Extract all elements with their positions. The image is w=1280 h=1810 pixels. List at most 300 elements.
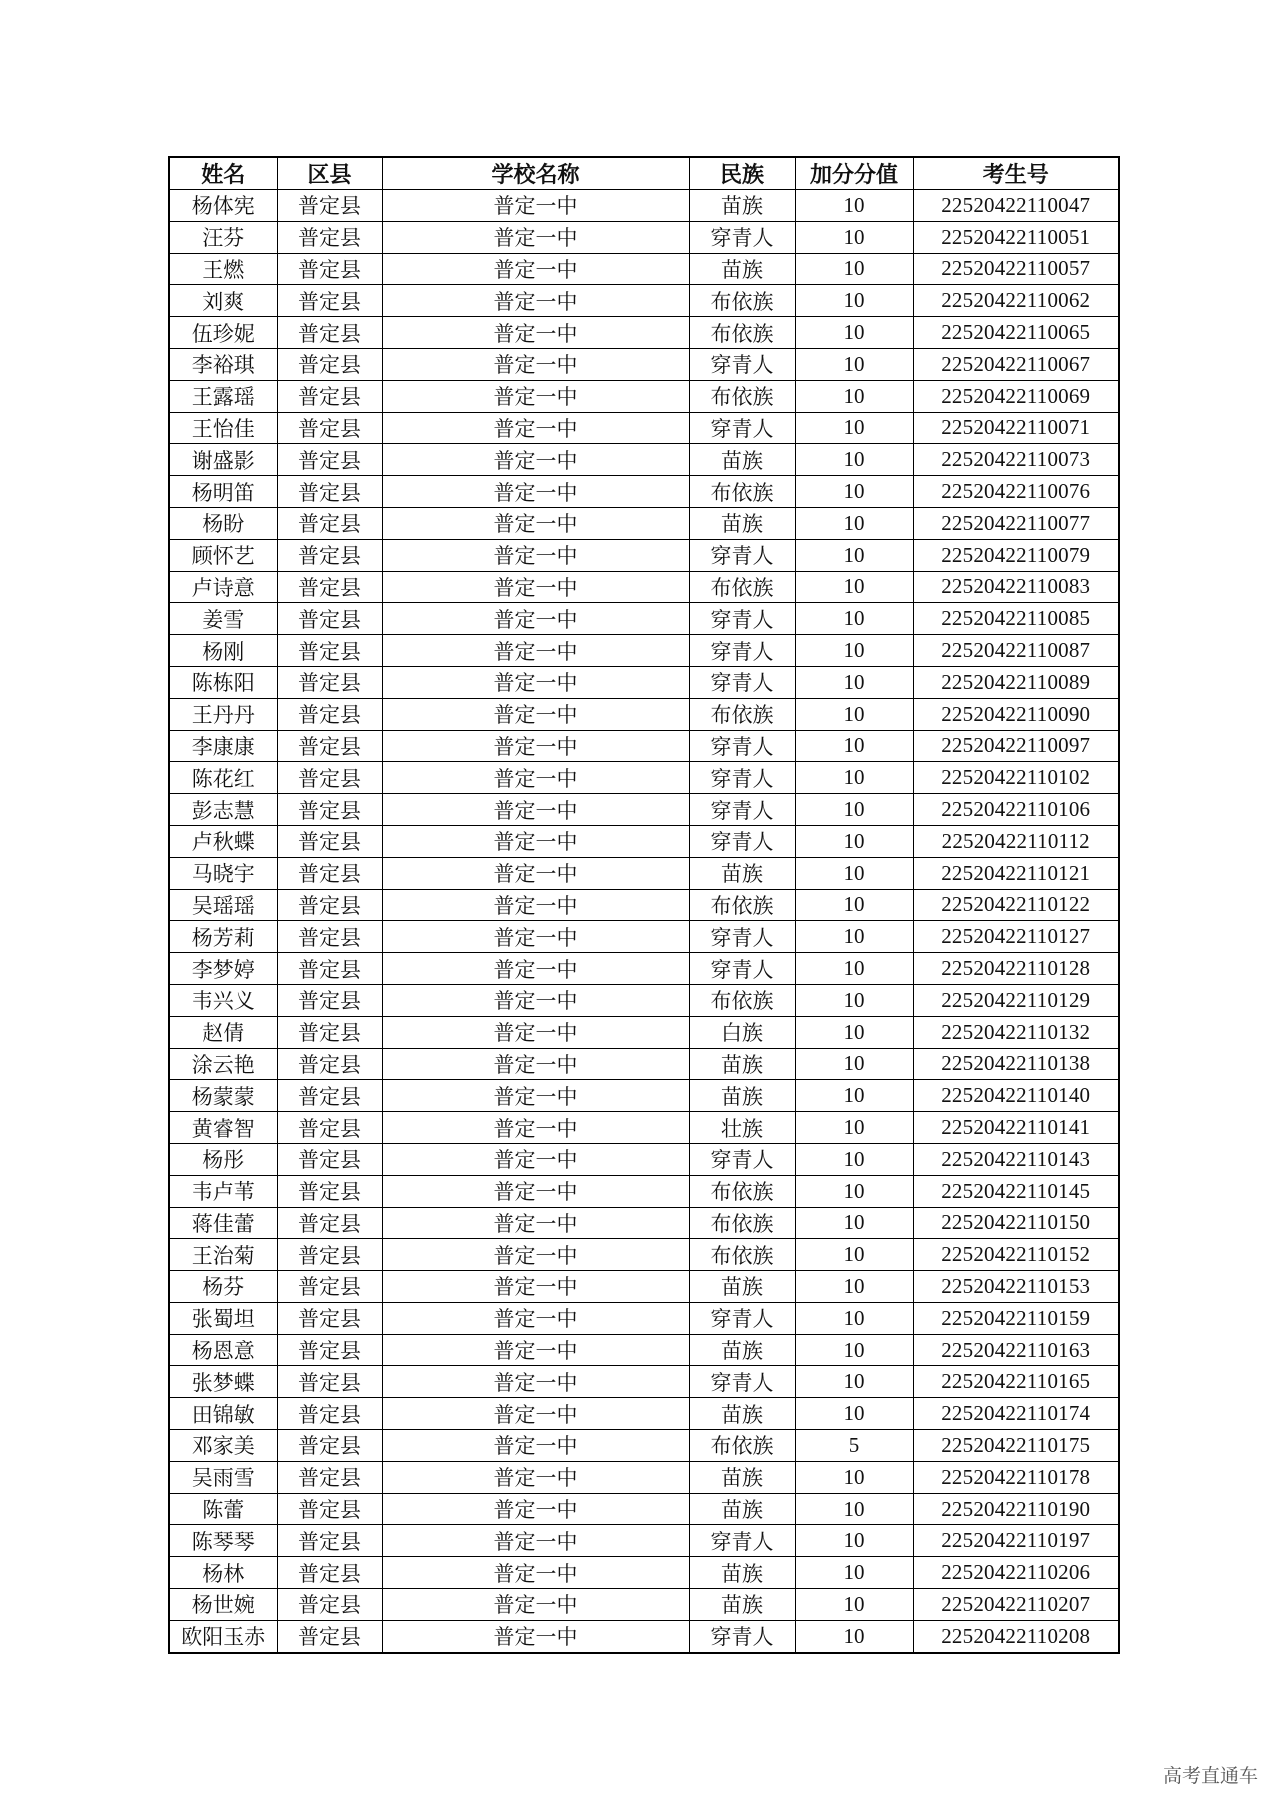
bonus-points-cell: 10: [795, 1589, 913, 1621]
table-row: [169, 666, 1119, 698]
exam-id-cell: 22520422110083: [913, 571, 1119, 603]
exam-id-cell: 22520422110121: [913, 857, 1119, 889]
ethnicity-cell: 穿青人: [689, 221, 795, 253]
ethnicity-cell: 穿青人: [689, 1302, 795, 1334]
exam-id-cell: 22520422110145: [913, 1175, 1119, 1207]
ethnicity-cell: 穿青人: [689, 1620, 795, 1652]
ethnicity-cell: 穿青人: [689, 921, 795, 953]
table-row: [169, 539, 1119, 571]
bonus-points-cell: 10: [795, 762, 913, 794]
exam-id-cell: 22520422110102: [913, 762, 1119, 794]
ethnicity-cell: 布依族: [689, 1207, 795, 1239]
ethnicity-cell: 布依族: [689, 1430, 795, 1462]
ethnicity-cell: 布依族: [689, 1239, 795, 1271]
bonus-points-cell: 10: [795, 730, 913, 762]
ethnicity-cell: 苗族: [689, 253, 795, 285]
ethnicity-cell: 布依族: [689, 380, 795, 412]
county-cell: 普定县: [277, 571, 382, 603]
bonus-points-cell: 10: [795, 507, 913, 539]
county-cell: 普定县: [277, 1080, 382, 1112]
table-row: [169, 380, 1119, 412]
table-row: [169, 190, 1119, 222]
school-cell: 普定一中: [382, 603, 689, 635]
student-name-cell: 卢诗意: [169, 571, 277, 603]
school-cell: 普定一中: [382, 1525, 689, 1557]
table-row: [169, 1366, 1119, 1398]
school-cell: 普定一中: [382, 921, 689, 953]
county-cell: 普定县: [277, 857, 382, 889]
county-cell: 普定县: [277, 285, 382, 317]
exam-id-cell: 22520422110047: [913, 190, 1119, 222]
school-cell: 普定一中: [382, 1207, 689, 1239]
exam-id-cell: 22520422110057: [913, 253, 1119, 285]
student-name-cell: 刘爽: [169, 285, 277, 317]
exam-id-cell: 22520422110206: [913, 1557, 1119, 1589]
county-cell: 普定县: [277, 730, 382, 762]
exam-id-cell: 22520422110077: [913, 507, 1119, 539]
county-cell: 普定县: [277, 635, 382, 667]
table-row: [169, 571, 1119, 603]
school-cell: 普定一中: [382, 348, 689, 380]
school-cell: 普定一中: [382, 1048, 689, 1080]
student-name-cell: 李梦婷: [169, 953, 277, 985]
student-name-cell: 吴瑶瑶: [169, 889, 277, 921]
school-cell: 普定一中: [382, 1620, 689, 1652]
header-county: 区县: [277, 157, 382, 190]
table-row: [169, 1239, 1119, 1271]
exam-id-cell: 22520422110152: [913, 1239, 1119, 1271]
table-row: [169, 984, 1119, 1016]
bonus-points-cell: 10: [795, 1016, 913, 1048]
school-cell: 普定一中: [382, 857, 689, 889]
county-cell: 普定县: [277, 1016, 382, 1048]
exam-id-cell: 22520422110143: [913, 1143, 1119, 1175]
student-name-cell: 杨体宪: [169, 190, 277, 222]
school-cell: 普定一中: [382, 635, 689, 667]
county-cell: 普定县: [277, 953, 382, 985]
county-cell: 普定县: [277, 1620, 382, 1652]
bonus-points-cell: 10: [795, 666, 913, 698]
bonus-points-cell: 5: [795, 1430, 913, 1462]
county-cell: 普定县: [277, 1366, 382, 1398]
bonus-points-cell: 10: [795, 1493, 913, 1525]
exam-id-cell: 22520422110159: [913, 1302, 1119, 1334]
bonus-points-cell: 10: [795, 1334, 913, 1366]
exam-id-cell: 22520422110129: [913, 984, 1119, 1016]
student-name-cell: 陈琴琴: [169, 1525, 277, 1557]
school-cell: 普定一中: [382, 953, 689, 985]
county-cell: 普定县: [277, 380, 382, 412]
county-cell: 普定县: [277, 476, 382, 508]
watermark-text: 高考直通车: [1162, 1765, 1258, 1787]
bonus-points-cell: 10: [795, 635, 913, 667]
ethnicity-cell: 穿青人: [689, 603, 795, 635]
student-name-cell: 姜雪: [169, 603, 277, 635]
student-name-cell: 杨明笛: [169, 476, 277, 508]
student-name-cell: 顾怀艺: [169, 539, 277, 571]
school-cell: 普定一中: [382, 794, 689, 826]
school-cell: 普定一中: [382, 1430, 689, 1462]
exam-id-cell: 22520422110122: [913, 889, 1119, 921]
table-row: [169, 1080, 1119, 1112]
county-cell: 普定县: [277, 1589, 382, 1621]
ethnicity-cell: 布依族: [689, 1175, 795, 1207]
ethnicity-cell: 苗族: [689, 1557, 795, 1589]
table-row: [169, 476, 1119, 508]
bonus-points-cell: 10: [795, 571, 913, 603]
ethnicity-cell: 苗族: [689, 1589, 795, 1621]
table-row: [169, 1525, 1119, 1557]
county-cell: 普定县: [277, 348, 382, 380]
exam-id-cell: 22520422110071: [913, 412, 1119, 444]
exam-id-cell: 22520422110175: [913, 1430, 1119, 1462]
student-name-cell: 杨恩意: [169, 1334, 277, 1366]
exam-id-cell: 22520422110132: [913, 1016, 1119, 1048]
student-name-cell: 彭志慧: [169, 794, 277, 826]
exam-id-cell: 22520422110069: [913, 380, 1119, 412]
bonus-points-cell: 10: [795, 285, 913, 317]
table-row: [169, 603, 1119, 635]
table-row: [169, 794, 1119, 826]
table-row: [169, 253, 1119, 285]
table-row: [169, 1271, 1119, 1303]
county-cell: 普定县: [277, 1557, 382, 1589]
exam-id-cell: 22520422110051: [913, 221, 1119, 253]
exam-id-cell: 22520422110190: [913, 1493, 1119, 1525]
student-name-cell: 杨芳莉: [169, 921, 277, 953]
school-cell: 普定一中: [382, 1398, 689, 1430]
county-cell: 普定县: [277, 984, 382, 1016]
school-cell: 普定一中: [382, 1271, 689, 1303]
county-cell: 普定县: [277, 253, 382, 285]
ethnicity-cell: 穿青人: [689, 953, 795, 985]
county-cell: 普定县: [277, 412, 382, 444]
table-row: [169, 1620, 1119, 1652]
ethnicity-cell: 苗族: [689, 190, 795, 222]
exam-id-cell: 22520422110076: [913, 476, 1119, 508]
exam-id-cell: 22520422110141: [913, 1112, 1119, 1144]
bonus-points-cell: 10: [795, 1207, 913, 1239]
ethnicity-cell: 穿青人: [689, 1143, 795, 1175]
bonus-points-cell: 10: [795, 1302, 913, 1334]
table-row: [169, 953, 1119, 985]
county-cell: 普定县: [277, 1143, 382, 1175]
ethnicity-cell: 苗族: [689, 1334, 795, 1366]
bonus-points-cell: 10: [795, 317, 913, 349]
student-name-cell: 陈蕾: [169, 1493, 277, 1525]
school-cell: 普定一中: [382, 825, 689, 857]
bonus-points-cell: 10: [795, 698, 913, 730]
exam-id-cell: 22520422110128: [913, 953, 1119, 985]
school-cell: 普定一中: [382, 1016, 689, 1048]
ethnicity-cell: 布依族: [689, 317, 795, 349]
exam-id-cell: 22520422110207: [913, 1589, 1119, 1621]
county-cell: 普定县: [277, 921, 382, 953]
county-cell: 普定县: [277, 190, 382, 222]
county-cell: 普定县: [277, 507, 382, 539]
ethnicity-cell: 苗族: [689, 1493, 795, 1525]
county-cell: 普定县: [277, 1112, 382, 1144]
ethnicity-cell: 穿青人: [689, 825, 795, 857]
school-cell: 普定一中: [382, 1143, 689, 1175]
school-cell: 普定一中: [382, 698, 689, 730]
ethnicity-cell: 穿青人: [689, 730, 795, 762]
bonus-points-cell: 10: [795, 825, 913, 857]
exam-id-cell: 22520422110062: [913, 285, 1119, 317]
table-row: [169, 1048, 1119, 1080]
county-cell: 普定县: [277, 1430, 382, 1462]
exam-id-cell: 22520422110163: [913, 1334, 1119, 1366]
school-cell: 普定一中: [382, 889, 689, 921]
student-name-cell: 田锦敏: [169, 1398, 277, 1430]
ethnicity-cell: 苗族: [689, 444, 795, 476]
bonus-points-cell: 10: [795, 1175, 913, 1207]
exam-id-cell: 22520422110106: [913, 794, 1119, 826]
school-cell: 普定一中: [382, 317, 689, 349]
county-cell: 普定县: [277, 666, 382, 698]
county-cell: 普定县: [277, 1048, 382, 1080]
ethnicity-cell: 苗族: [689, 1271, 795, 1303]
school-cell: 普定一中: [382, 1493, 689, 1525]
county-cell: 普定县: [277, 539, 382, 571]
county-cell: 普定县: [277, 317, 382, 349]
county-cell: 普定县: [277, 794, 382, 826]
student-name-cell: 谢盛影: [169, 444, 277, 476]
exam-id-cell: 22520422110197: [913, 1525, 1119, 1557]
table-row: [169, 444, 1119, 476]
school-cell: 普定一中: [382, 730, 689, 762]
bonus-points-cell: 10: [795, 984, 913, 1016]
exam-id-cell: 22520422110208: [913, 1620, 1119, 1652]
bonus-points-cell: 10: [795, 1620, 913, 1652]
student-name-cell: 李裕琪: [169, 348, 277, 380]
bonus-points-cell: 10: [795, 1080, 913, 1112]
ethnicity-cell: 穿青人: [689, 412, 795, 444]
school-cell: 普定一中: [382, 190, 689, 222]
county-cell: 普定县: [277, 1398, 382, 1430]
school-cell: 普定一中: [382, 507, 689, 539]
county-cell: 普定县: [277, 889, 382, 921]
ethnicity-cell: 布依族: [689, 476, 795, 508]
county-cell: 普定县: [277, 1493, 382, 1525]
county-cell: 普定县: [277, 221, 382, 253]
bonus-points-cell: 10: [795, 348, 913, 380]
student-name-cell: 吴雨雪: [169, 1461, 277, 1493]
bonus-points-cell: 10: [795, 1366, 913, 1398]
table-row: [169, 1016, 1119, 1048]
bonus-points-cell: 10: [795, 603, 913, 635]
ethnicity-cell: 穿青人: [689, 666, 795, 698]
student-name-cell: 卢秋蝶: [169, 825, 277, 857]
exam-id-cell: 22520422110065: [913, 317, 1119, 349]
table-row: [169, 857, 1119, 889]
student-name-cell: 赵倩: [169, 1016, 277, 1048]
exam-id-cell: 22520422110067: [913, 348, 1119, 380]
school-cell: 普定一中: [382, 1334, 689, 1366]
table-row: [169, 1461, 1119, 1493]
student-name-cell: 蒋佳蕾: [169, 1207, 277, 1239]
school-cell: 普定一中: [382, 1175, 689, 1207]
ethnicity-cell: 穿青人: [689, 539, 795, 571]
school-cell: 普定一中: [382, 1302, 689, 1334]
school-cell: 普定一中: [382, 1080, 689, 1112]
county-cell: 普定县: [277, 825, 382, 857]
ethnicity-cell: 苗族: [689, 1461, 795, 1493]
school-cell: 普定一中: [382, 571, 689, 603]
student-name-cell: 黄睿智: [169, 1112, 277, 1144]
school-cell: 普定一中: [382, 666, 689, 698]
table-row: [169, 1143, 1119, 1175]
ethnicity-cell: 苗族: [689, 1048, 795, 1080]
school-cell: 普定一中: [382, 1112, 689, 1144]
table-body: [169, 190, 1119, 1653]
bonus-points-cell: 10: [795, 1112, 913, 1144]
bonus-points-cell: 10: [795, 539, 913, 571]
school-cell: 普定一中: [382, 1239, 689, 1271]
header-exam-id: 考生号: [913, 157, 1119, 190]
table-row: [169, 1175, 1119, 1207]
county-cell: 普定县: [277, 698, 382, 730]
ethnicity-cell: 穿青人: [689, 635, 795, 667]
table-row: [169, 889, 1119, 921]
school-cell: 普定一中: [382, 476, 689, 508]
table-row: [169, 1589, 1119, 1621]
ethnicity-cell: 苗族: [689, 1398, 795, 1430]
ethnicity-cell: 壮族: [689, 1112, 795, 1144]
exam-id-cell: 22520422110112: [913, 825, 1119, 857]
student-name-cell: 邓家美: [169, 1430, 277, 1462]
student-name-cell: 王怡佳: [169, 412, 277, 444]
county-cell: 普定县: [277, 603, 382, 635]
bonus-points-cell: 10: [795, 1048, 913, 1080]
student-name-cell: 杨芬: [169, 1271, 277, 1303]
bonus-points-cell: 10: [795, 1271, 913, 1303]
bonus-points-cell: 10: [795, 190, 913, 222]
school-cell: 普定一中: [382, 1366, 689, 1398]
bonus-points-cell: 10: [795, 380, 913, 412]
student-name-cell: 马晓宇: [169, 857, 277, 889]
student-name-cell: 涂云艳: [169, 1048, 277, 1080]
table-row: [169, 1302, 1119, 1334]
county-cell: 普定县: [277, 1334, 382, 1366]
student-name-cell: 王丹丹: [169, 698, 277, 730]
table-row: [169, 221, 1119, 253]
bonus-points-cell: 10: [795, 1143, 913, 1175]
school-cell: 普定一中: [382, 412, 689, 444]
student-name-cell: 汪芬: [169, 221, 277, 253]
student-name-cell: 杨盼: [169, 507, 277, 539]
table-row: [169, 317, 1119, 349]
student-name-cell: 韦兴义: [169, 984, 277, 1016]
student-name-cell: 杨彤: [169, 1143, 277, 1175]
bonus-points-cell: 10: [795, 1398, 913, 1430]
table-row: [169, 730, 1119, 762]
ethnicity-cell: 苗族: [689, 507, 795, 539]
student-name-cell: 陈花红: [169, 762, 277, 794]
table-row: [169, 1493, 1119, 1525]
exam-id-cell: 22520422110138: [913, 1048, 1119, 1080]
table-row: [169, 762, 1119, 794]
bonus-points-cell: 10: [795, 412, 913, 444]
school-cell: 普定一中: [382, 984, 689, 1016]
exam-id-cell: 22520422110085: [913, 603, 1119, 635]
student-name-cell: 杨刚: [169, 635, 277, 667]
table-row: [169, 921, 1119, 953]
table-row: [169, 635, 1119, 667]
student-name-cell: 王治菊: [169, 1239, 277, 1271]
bonus-points-cell: 10: [795, 1525, 913, 1557]
header-school: 学校名称: [382, 157, 689, 190]
header-ethnicity: 民族: [689, 157, 795, 190]
ethnicity-cell: 布依族: [689, 698, 795, 730]
bonus-points-cell: 10: [795, 444, 913, 476]
school-cell: 普定一中: [382, 221, 689, 253]
ethnicity-cell: 布依族: [689, 285, 795, 317]
student-name-cell: 杨林: [169, 1557, 277, 1589]
exam-id-cell: 22520422110140: [913, 1080, 1119, 1112]
student-name-cell: 王燃: [169, 253, 277, 285]
bonus-points-cell: 10: [795, 1557, 913, 1589]
exam-id-cell: 22520422110089: [913, 666, 1119, 698]
table-row: [169, 1398, 1119, 1430]
ethnicity-cell: 穿青人: [689, 794, 795, 826]
table-row: [169, 1557, 1119, 1589]
exam-id-cell: 22520422110090: [913, 698, 1119, 730]
table-row: [169, 348, 1119, 380]
bonus-points-table: [168, 156, 1120, 1654]
ethnicity-cell: 白族: [689, 1016, 795, 1048]
student-name-cell: 李康康: [169, 730, 277, 762]
exam-id-cell: 22520422110174: [913, 1398, 1119, 1430]
table-row: [169, 1334, 1119, 1366]
bonus-points-cell: 10: [795, 1461, 913, 1493]
table-row: [169, 825, 1119, 857]
student-name-cell: 张蜀坦: [169, 1302, 277, 1334]
table-row: [169, 507, 1119, 539]
student-name-cell: 欧阳玉赤: [169, 1620, 277, 1652]
bonus-points-cell: 10: [795, 953, 913, 985]
bonus-points-cell: 10: [795, 857, 913, 889]
school-cell: 普定一中: [382, 539, 689, 571]
student-name-cell: 杨蒙蒙: [169, 1080, 277, 1112]
table-header-row: [169, 157, 1119, 190]
ethnicity-cell: 穿青人: [689, 762, 795, 794]
table-row: [169, 1430, 1119, 1462]
school-cell: 普定一中: [382, 1461, 689, 1493]
student-name-cell: 张梦蝶: [169, 1366, 277, 1398]
bonus-points-cell: 10: [795, 253, 913, 285]
ethnicity-cell: 苗族: [689, 1080, 795, 1112]
bonus-points-cell: 10: [795, 1239, 913, 1271]
exam-id-cell: 22520422110150: [913, 1207, 1119, 1239]
exam-id-cell: 22520422110087: [913, 635, 1119, 667]
exam-id-cell: 22520422110079: [913, 539, 1119, 571]
exam-id-cell: 22520422110165: [913, 1366, 1119, 1398]
bonus-points-cell: 10: [795, 794, 913, 826]
exam-id-cell: 22520422110178: [913, 1461, 1119, 1493]
exam-id-cell: 22520422110097: [913, 730, 1119, 762]
ethnicity-cell: 穿青人: [689, 1366, 795, 1398]
ethnicity-cell: 布依族: [689, 984, 795, 1016]
ethnicity-cell: 布依族: [689, 889, 795, 921]
student-name-cell: 韦卢苇: [169, 1175, 277, 1207]
school-cell: 普定一中: [382, 380, 689, 412]
county-cell: 普定县: [277, 1207, 382, 1239]
exam-id-cell: 22520422110127: [913, 921, 1119, 953]
county-cell: 普定县: [277, 1302, 382, 1334]
county-cell: 普定县: [277, 762, 382, 794]
county-cell: 普定县: [277, 444, 382, 476]
